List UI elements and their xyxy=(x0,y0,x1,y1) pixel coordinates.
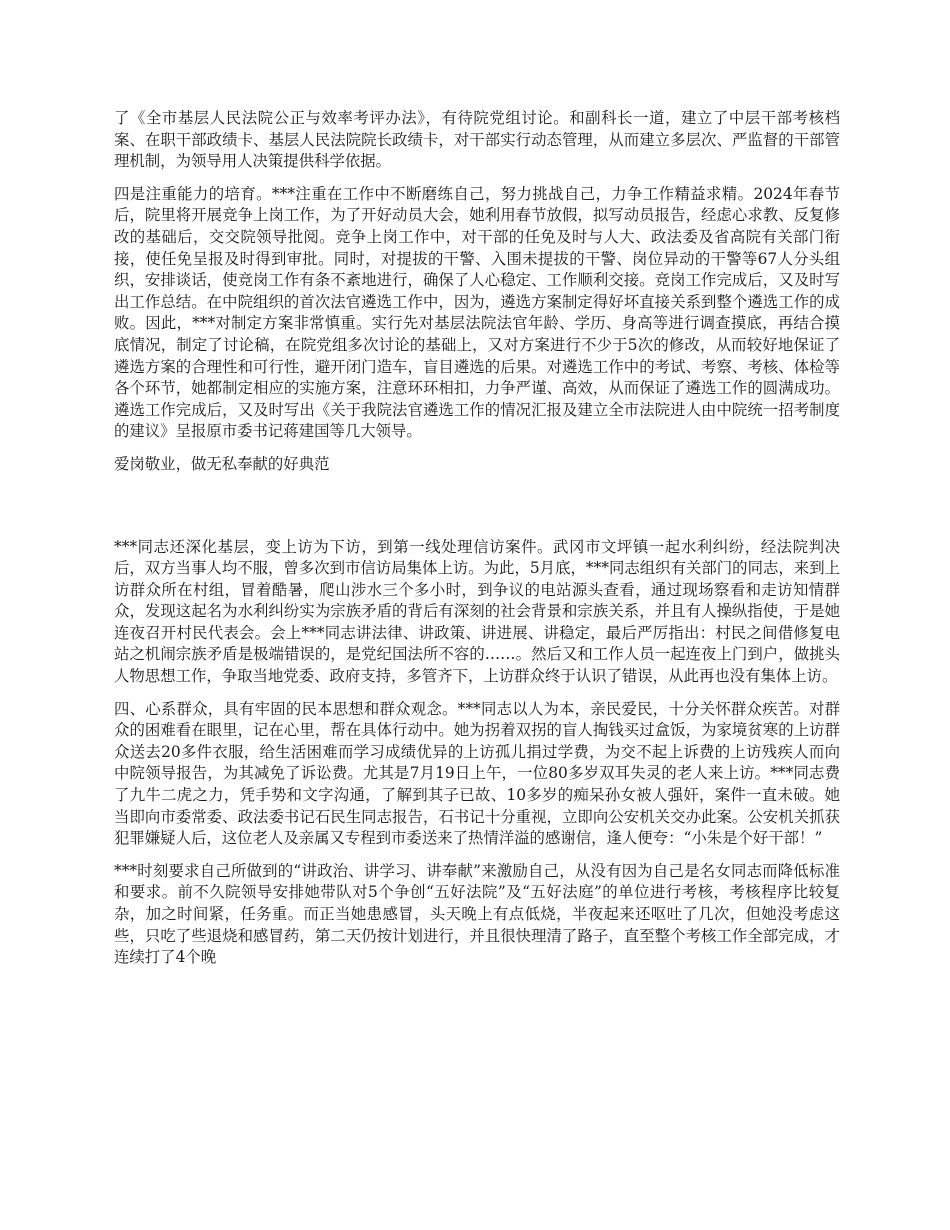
paragraph-ability-cultivation: 四是注重能力的培育。***注重在工作中不断磨练自己，努力挑战自己，力争工作精益求精。2024年春节后，院里将开展竞争上岗工作，为了开好动员大会，她利用春节放假，拟写动员报告，经虑心求教、反复修改的基础后，交交院领导批阅。竞争上岗工作中，对干部的任免及时与人大、政法委及省高院有关部门衔接，使任免呈报及时得到审批。同时，对提拔的干警、入围未提拔的干警、岗位异动的干警等67人分头组织，安排谈话，使竞岗工作有条不紊地进行，确保了人心稳定、工作顺利交接。竞岗工作完成后，又及时写出工作总结。在中院组织的首次法官遴选工作中，因为，遴选方案制定得好坏直接关系到整个遴选工作的成败。因此，***对制定方案非常慎重。实行先对基层法院法官年龄、学历、身高等进行调查摸底，再结合摸底情况，制定了讨论稿，在院党组多次讨论的基础上，又对方案进行不少于5次的修改，从而较好地保证了遴选方案的合理性和可行性，避开闭门造车，盲目遴选的后果。对遴选工作中的考试、考察、考核、体检等各个环节，她都制定相应的实施方案，注意环环相扣，力争严谨、高效，从而保证了遴选工作的圆满成功。遴选工作完成后，又及时写出《关于我院法官遴选工作的情况汇报及建立全市法院进人由中院统一招考制度的建议》呈报原市委书记蒋建国等几大领导。 xyxy=(114,184,840,441)
paragraph-cadre-management: 了《全市基层人民法院公正与效率考评办法》，有待院党组讨论。和副科长一道，建立了中层干部考核档案、在职干部政绩卡、基层人民法院院长政绩卡，对干部实行动态管理，从而建立多层次、严监督的干部管理机制，为领导用人决策提供科学依据。 xyxy=(114,109,840,171)
paragraph-petition-handling: ***同志还深化基层，变上访为下访，到第一线处理信访案件。武冈市文坪镇一起水利纠纷，经法院判决后，双方当事人均不服，曾多次到市信访局集体上访。为此，5月底，***同志组织有关部门的同志，来到上访群众所在村组，冒着酷暑，爬山涉水三个多小时，到争议的电站源头查看，通过现场察看和走访知情群众，发现这起名为水利纠纷实为宗族矛盾的背后有深刻的社会背景和宗族关系，并且有人操纵指使，于是她连夜召开村民代表会。会上***同志讲法律、讲政策、讲进展、讲稳定，最后严厉指出：村民之间借修复电站之机闹宗族矛盾是极端错误的，是党纪国法所不容的……。然后又和工作人员一起连夜上门到户，做挑头人物思想工作，争取当地党委、政府支持，多管齐下，上访群众终于认识了错误，从此再也没有集体上访。 xyxy=(114,537,840,686)
document-body xyxy=(114,108,840,980)
section-heading: 爱岗敬业，做无私奉献的好典范 xyxy=(114,454,330,473)
paragraph-care-for-masses: 四、心系群众，具有牢固的民本思想和群众观念。***同志以人为本，亲民爱民，十分关怀群众疾苦。对群众的困难看在眼里，记在心里，帮在具体行动中。她为拐着双拐的盲人掏钱买过盒饭，为家境贫寒的上访群众送去20多件衣服，给生活困难而学习成绩优异的上访孤儿捐过学费，为交不起上诉费的上访残疾人而向中院领导报告，为其减免了诉讼费。尤其是7月19日上午，一位80多岁双耳失灵的老人来上访。***同志费了九牛二虎之力，凭手势和文字沟通，了解到其子已故、10多岁的痴呆孙女被人强奸，案件一直未破。她当即向市委常委、政法委书记石民生同志报告，石书记十分重视，立即向公安机关交办此案。公安机关抓获犯罪嫌疑人后，这位老人及亲属又专程到市委送来了热情洋溢的感谢信，逢人便夸：“小朱是个好干部！” xyxy=(114,699,840,848)
paragraph-self-discipline: ***时刻要求自己所做到的“讲政治、讲学习、讲奉献”来激励自己，从没有因为自己是名女同志而降低标准和要求。前不久院领导安排她带队对5个争创“五好法院”及“五好法庭”的单位进行考核，考核程序比较复杂，加之时间紧，任务重。而正当她患感冒，头天晚上有点低烧，半夜起来还呕吐了几次，但她没考虑这些，只吃了些退烧和感冒药，第二天仍按计划进行，并且很快理清了路子，直至整个考核工作全部完成，才连续打了4个晚 xyxy=(114,861,840,967)
section-spacer xyxy=(114,476,840,537)
